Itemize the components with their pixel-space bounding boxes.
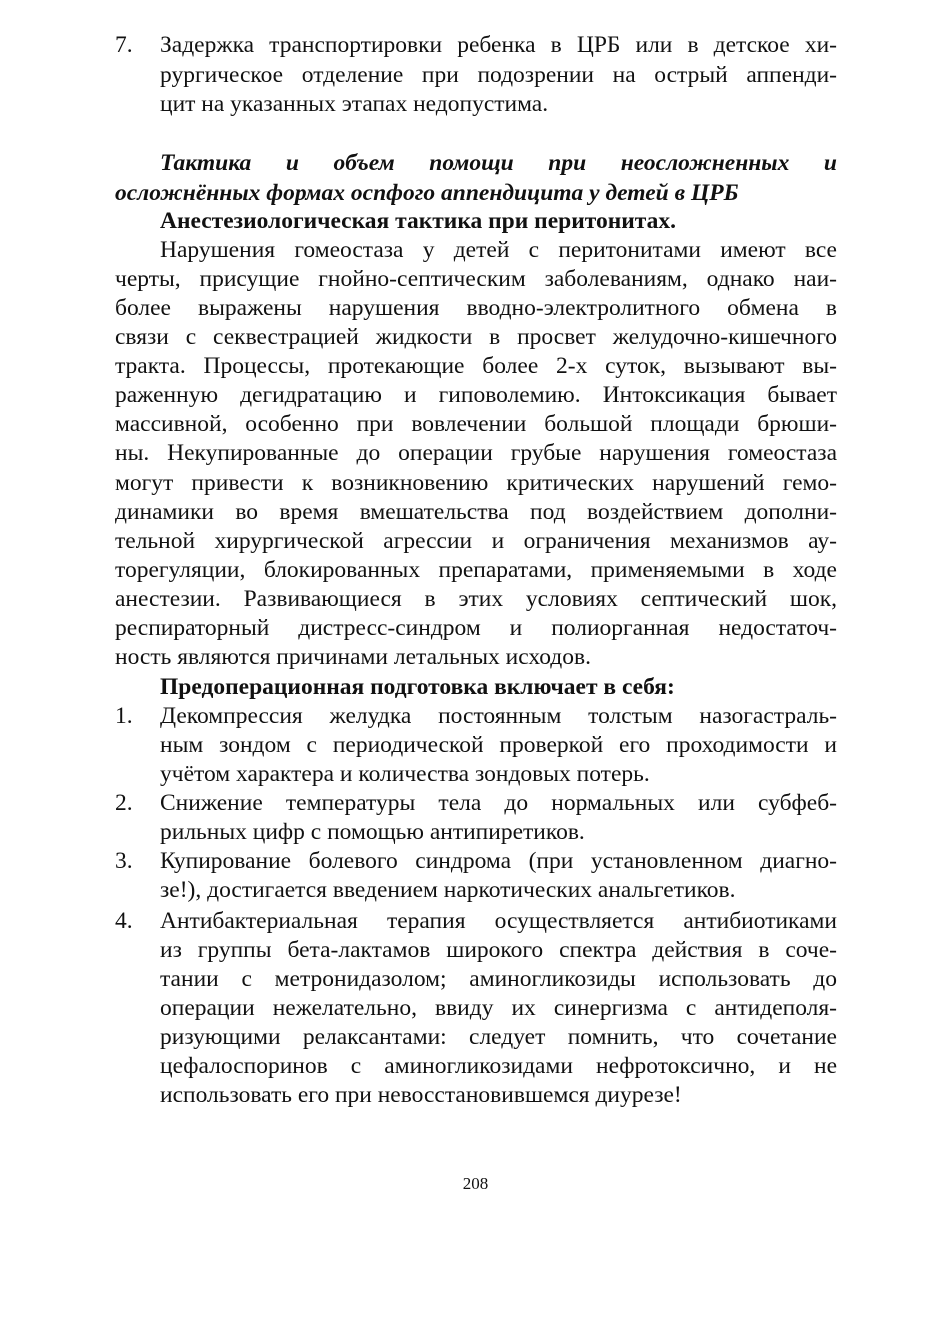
list-number: 4.: [115, 908, 133, 934]
text-line: респираторный дистресс-синдром и полиорганная недостаточ-: [115, 615, 837, 641]
text-line: тании с метронидазолом; аминогликозиды использовать до: [160, 966, 837, 992]
text-line: Снижение температуры тела до нормальных или субфеб-: [160, 790, 837, 816]
text-line: операции нежелательно, ввиду их синергизма с антидеполя-: [160, 995, 837, 1021]
subsection-heading: Анестезиологическая тактика при перитонитах.: [160, 208, 677, 234]
text-line: Купирование болевого синдрома (при установленном диагно-: [160, 848, 837, 874]
text-line: тракта. Процессы, протекающие более 2-х суток, вызывают вы-: [115, 353, 837, 379]
text-line: зе!), достигается введением наркотических анальгетиков.: [160, 877, 736, 903]
text-line: тельной хирургической агрессии и ограничения механизмов ау-: [115, 528, 837, 554]
text-line: Антибактериальная терапия осуществляется антибиотиками: [160, 908, 837, 934]
text-line: цефалоспоринов с аминогликозидами нефротоксично, и не: [160, 1053, 837, 1079]
text-line: черты, присущие гнойно-септическим заболеваниям, однако наи-: [115, 266, 837, 292]
section-heading-italic: Тактика и объем помощи при неосложненных и: [160, 150, 837, 176]
text-line: Декомпрессия желудка постоянным толстым назогастраль-: [160, 703, 837, 729]
text-line: учётом характера и количества зондовых потерь.: [160, 761, 650, 787]
text-line: более выражены нарушения вводно-электролитного обмена в: [115, 295, 837, 321]
text-line: рильных цифр с помощью антипиретиков.: [160, 819, 585, 845]
list-number: 3.: [115, 848, 133, 874]
text-line: торегуляции, блокированных препаратами, применяемыми в ходе: [115, 557, 837, 583]
page-number: 208: [462, 1174, 489, 1193]
text-line: Нарушения гомеостаза у детей с перитонитами имеют все: [160, 237, 837, 263]
text-line: ны. Некупированные до операции грубые нарушения гомеостаза: [115, 440, 837, 466]
list-number: 1.: [115, 703, 133, 729]
text-line: анестезии. Развивающиеся в этих условиях септический шок,: [115, 586, 837, 612]
text-line: Задержка транспортировки ребенка в ЦРБ или в детское хи-: [160, 32, 837, 58]
text-line: массивной, особенно при вовлечении большой площади брюши-: [115, 411, 837, 437]
text-line: использовать его при невосстановившемся диурезе!: [160, 1082, 682, 1108]
text-line: динамики во время вмешательства под воздействием дополни-: [115, 499, 837, 525]
text-line: могут привести к возникновению критических нарушений гемо-: [115, 470, 837, 496]
text-line: рургическое отделение при подозрении на острый аппенди-: [160, 62, 837, 88]
text-line: цит на указанных этапах недопустима.: [160, 91, 549, 117]
text-line: ным зондом с периодической проверкой его проходимости и: [160, 732, 837, 758]
subsection-heading: Предоперационная подготовка включает в себя:: [160, 674, 675, 700]
text-line: ность являются причинами летальных исходов.: [115, 644, 591, 670]
section-heading-italic: осложнённых формах оспфого аппендицита у детей в ЦРБ: [115, 180, 739, 206]
list-number: 2.: [115, 790, 133, 816]
text-line: ризующими релаксантами: следует помнить, что сочетание: [160, 1024, 837, 1050]
text-line: из группы бета-лактамов широкого спектра действия в соче-: [160, 937, 837, 963]
list-number: 7.: [115, 32, 133, 58]
text-line: раженную дегидратацию и гиповолемию. Интоксикация бывает: [115, 382, 837, 408]
text-line: связи с секвестрацией жидкости в просвет желудочно-кишечного: [115, 324, 837, 350]
